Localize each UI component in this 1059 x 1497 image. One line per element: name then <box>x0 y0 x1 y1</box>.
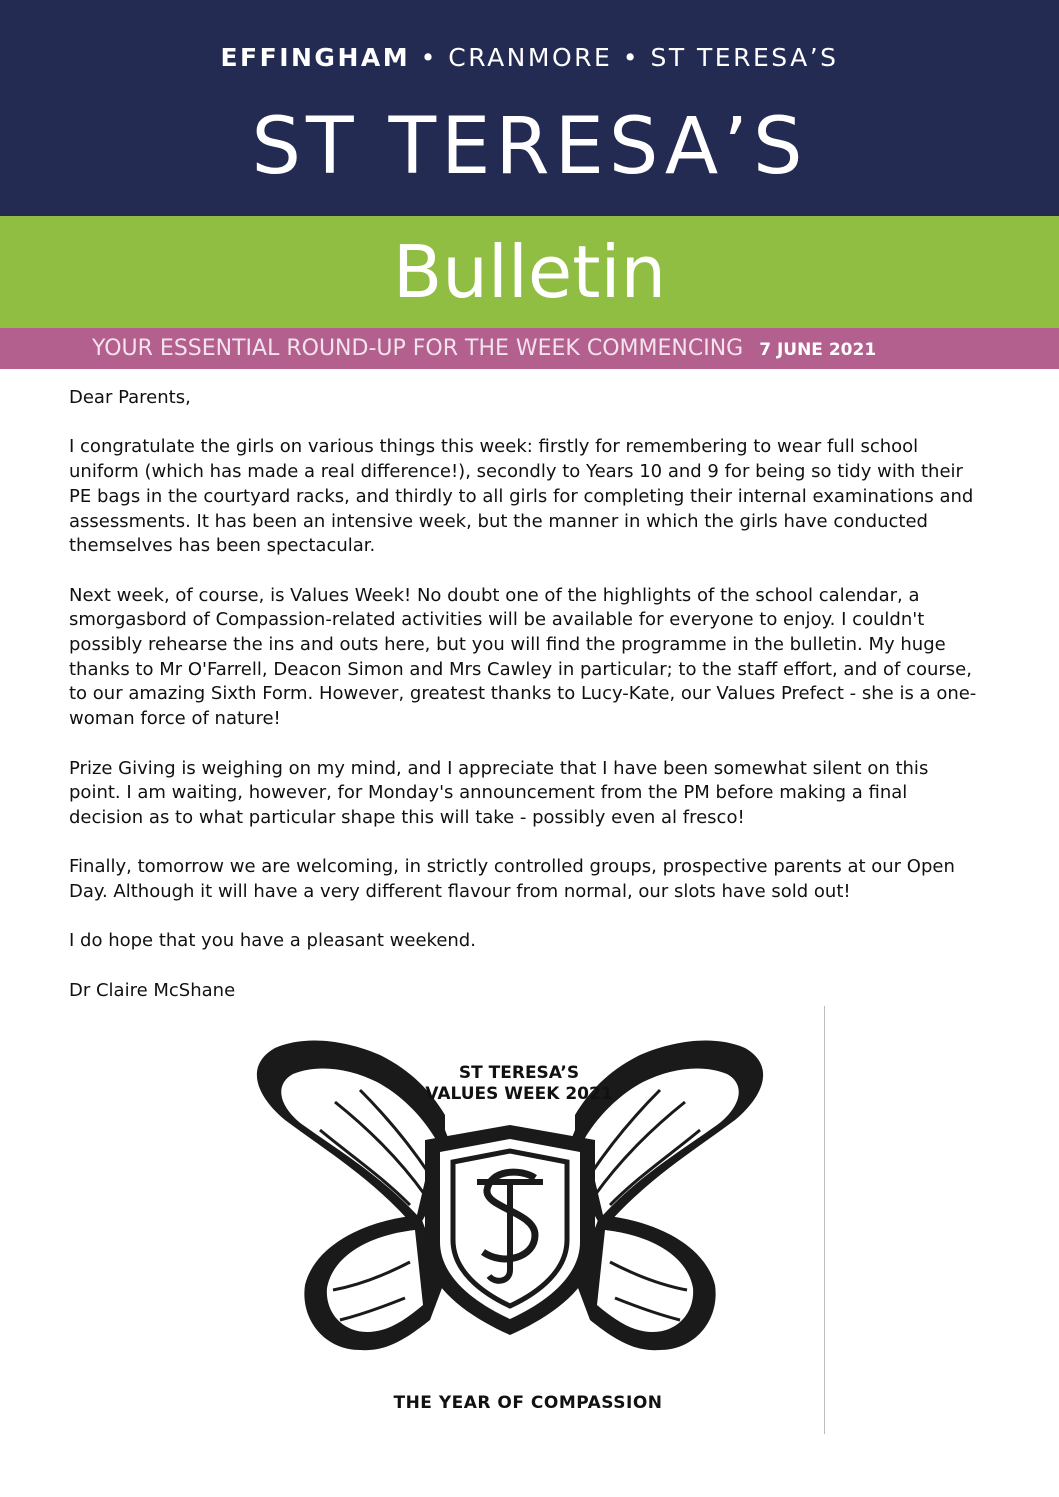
letter-paragraph: I do hope that you have a pleasant weekend. <box>69 930 476 952</box>
letter-paragraph: Next week, of course, is Values Week! No doubt one of the highlights of the school calendar, a smorgasbord of Compassion-related activities will be available for everyone to enjoy. I couldn't possibly rehearse the ins and outs here, but you will find the programme in the bulletin. My huge thanks to Mr O'Farrell, Deacon Simon and Mrs Cawley in particular; to the staff effort, and of course, to our amazing Sixth Form. However, greatest thanks to Lucy-Kate, our Values Prefect - she is a one-woman force of nature! <box>69 584 977 730</box>
school-title: ST TERESA’S <box>251 102 808 192</box>
school-group-line <box>0 40 1059 76</box>
school-name-cranmore: CRANMORE <box>448 43 613 72</box>
separator-dot: • <box>420 43 438 72</box>
logo-tagline: THE YEAR OF COMPASSION <box>393 1393 663 1413</box>
school-name-st-teresas: ST TERESA’S <box>650 43 839 72</box>
bulletin-title: Bulletin <box>392 230 667 314</box>
masthead-navy-band <box>0 0 1059 216</box>
school-name-effingham: EFFINGHAM <box>220 43 411 72</box>
letter-paragraph: Finally, tomorrow we are welcoming, in strictly controlled groups, prospective parents at our Open Day. Although it will have a very different flavour from normal, our slots have sold out! <box>69 856 955 902</box>
letter-paragraph: Prize Giving is weighing on my mind, and I appreciate that I have been somewhat silent on this point. I am waiting, however, for Monday's announcement from the PM before making a final decision as to what particular shape this will take - possibly even al fresco! <box>69 757 929 828</box>
separator-dot: • <box>622 43 640 72</box>
letter-salutation: Dear Parents, <box>69 387 191 408</box>
roundup-line <box>92 333 876 366</box>
headteacher-letter <box>69 386 984 1028</box>
letter-paragraph: I congratulate the girls on various things this week: firstly for remembering to wear full school uniform (which has made a real difference!), secondly to Years 10 and 9 for being so tidy with their PE bags in the courtyard racks, and thirdly to all girls for completing their internal examinations and assessments. It has been an intensive week, but the manner in which the girls have conducted themselves has been spectacular. <box>69 436 974 557</box>
roundup-text: YOUR ESSENTIAL ROUND-UP FOR THE WEEK COMMENCING <box>92 336 744 361</box>
column-divider <box>824 1006 825 1434</box>
week-date: 7 JUNE 2021 <box>759 340 877 360</box>
values-week-logo <box>245 1030 775 1430</box>
logo-line-school: ST TERESA’S <box>458 1063 580 1083</box>
logo-line-values-week: VALUES WEEK 2021 <box>425 1084 613 1104</box>
letter-signature: Dr Claire McShane <box>69 979 236 1001</box>
